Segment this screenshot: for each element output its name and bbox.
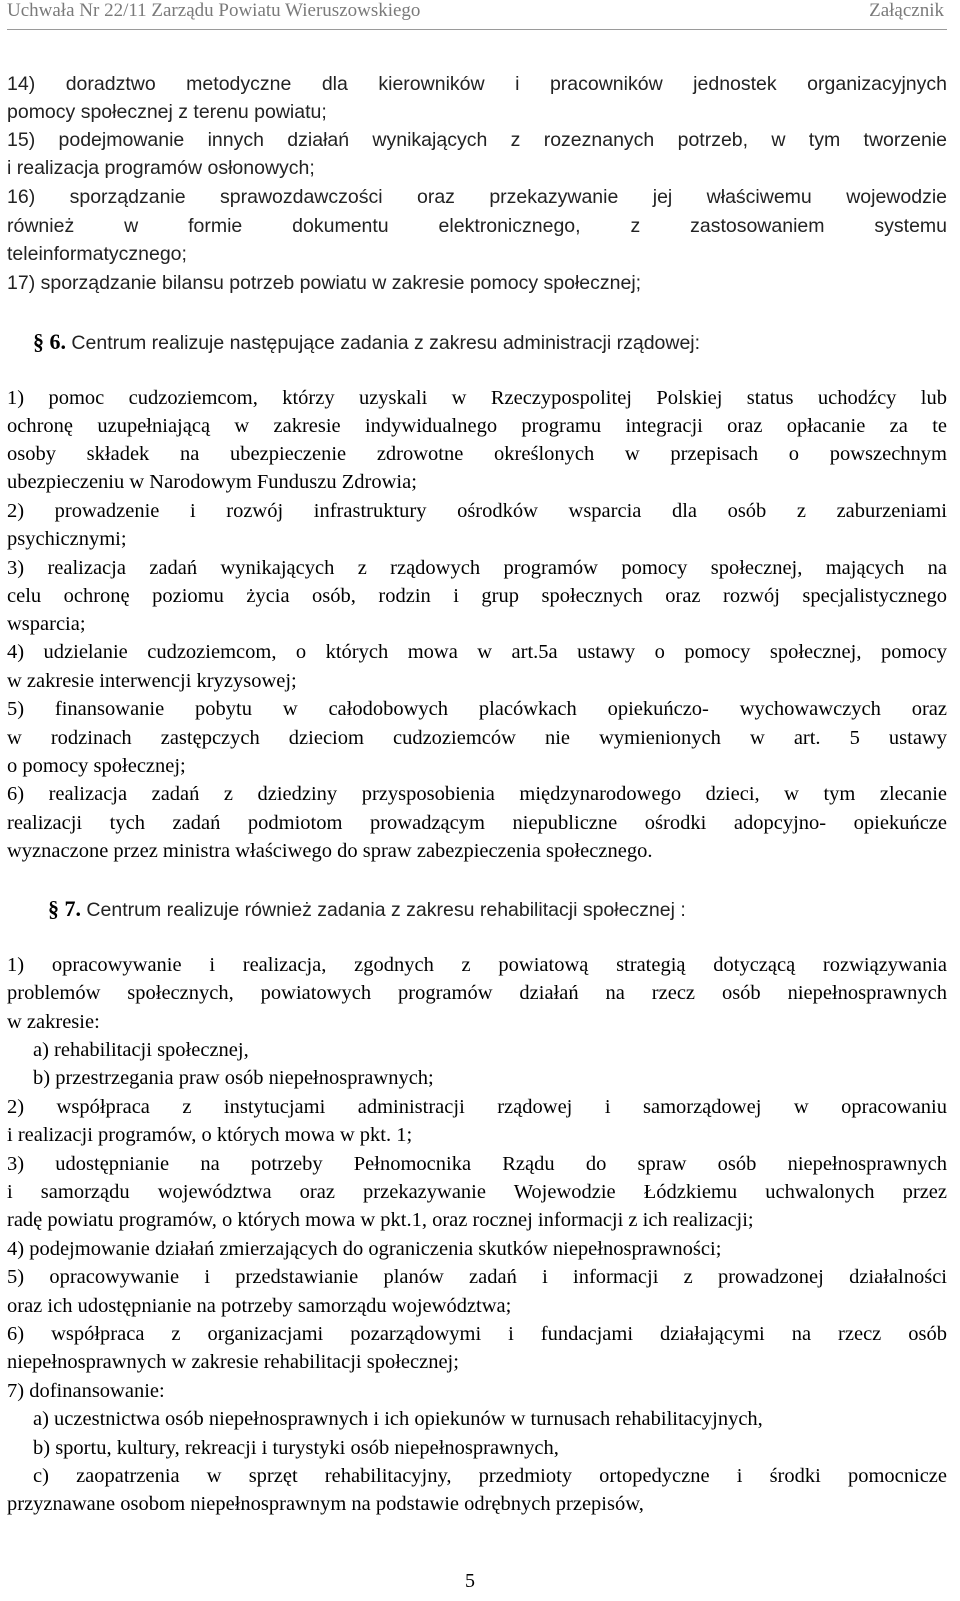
text-line: 6) współpraca z organizacjami pozarządowymi i fundacjami działającymi na rzecz osób: [7, 1323, 947, 1345]
text-line: 5) finansowanie pobytu w całodobowych placówkach opiekuńczo- wychowawczych oraz: [7, 698, 947, 720]
text-line: niepełnosprawnych w zakresie rehabilitacji społecznej;: [7, 1351, 459, 1373]
text-line: wsparcia;: [7, 613, 86, 635]
text-line: 7) dofinansowanie:: [7, 1380, 165, 1402]
text-line: 1) opracowywanie i realizacja, zgodnych z powiatową strategią dotyczącą rozwiązywania: [7, 954, 947, 976]
text-line: w zakresie interwencji kryzysowej;: [7, 670, 297, 692]
text-line: psychicznymi;: [7, 528, 127, 550]
text-line: i realizacji programów, o których mowa w pkt. 1;: [7, 1124, 413, 1146]
text-line: 4) udzielanie cudzoziemcom, o których mowa w art.5a ustawy o pomocy społecznej, pomocy: [7, 641, 947, 663]
text-line: ubezpieczeniu w Narodowym Funduszu Zdrowia;: [7, 471, 417, 493]
section-number: § 7.: [48, 896, 81, 921]
text-line: przyznawane osobom niepełnosprawnym na podstawie odrębnych przepisów,: [7, 1493, 644, 1515]
header-document-title: Uchwała Nr 22/11 Zarządu Powiatu Wieruszowskiego: [7, 0, 421, 21]
text-line: 15) podejmowanie innych działań wynikających z rozeznanych potrzeb, w tym tworzenie: [7, 129, 947, 151]
text-line: a) uczestnictwa osób niepełnosprawnych i ich opiekunów w turnusach rehabilitacyjnych,: [33, 1408, 763, 1430]
header-divider: [7, 29, 947, 30]
text-line: realizacji tych zadań podmiotom prowadzącym niepubliczne ośrodki adopcyjno- opiekuńcze: [7, 812, 947, 834]
text-line: teleinformatycznego;: [7, 243, 187, 265]
text-line: 5) opracowywanie i przedstawianie planów zadań i informacji z prowadzonej działalności: [7, 1266, 947, 1288]
text-line: w zakresie:: [7, 1011, 100, 1033]
section-heading-6: [33, 328, 947, 357]
text-line: b) sportu, kultury, rekreacji i turystyki osób niepełnosprawnych,: [33, 1437, 559, 1459]
text-line: problemów społecznych, powiatowych programów działań na rzecz osób niepełnosprawnych: [7, 982, 947, 1004]
text-line: radę powiatu programów, o których mowa w pkt.1, oraz rocznej informacji z ich realizacji;: [7, 1209, 754, 1231]
text-line: 3) realizacja zadań wynikających z rządowych programów pomocy społecznej, mających na: [7, 557, 947, 579]
text-line: 4) podejmowanie działań zmierzających do ograniczenia skutków niepełnosprawności;: [7, 1238, 722, 1260]
text-line: 2) prowadzenie i rozwój infrastruktury ośrodków wsparcia dla osób z zaburzeniami: [7, 500, 947, 522]
text-line: 14) doradztwo metodyczne dla kierowników i pracowników jednostek organizacyjnych: [7, 73, 947, 95]
text-line: ochronę uzupełniającą w zakresie indywidualnego programu integracji oraz opłacanie za te: [7, 415, 947, 437]
text-line: 1) pomoc cudzoziemcom, którzy uzyskali w Rzeczypospolitej Polskiej status uchodźcy lub: [7, 387, 947, 409]
text-line: 2) współpraca z instytucjami administracji rządowej i samorządowej w opracowaniu: [7, 1096, 947, 1118]
text-line: i realizacja programów osłonowych;: [7, 157, 315, 179]
section-title: Centrum realizuje również zadania z zakresu rehabilitacji społecznej :: [86, 899, 686, 921]
section-number: § 6.: [33, 329, 66, 354]
page-number: 5: [465, 1570, 475, 1592]
text-line: i samorządu województwa oraz przekazywanie Wojewodzie Łódzkiemu uchwalonych przez: [7, 1181, 947, 1203]
text-line: 6) realizacja zadań z dziedziny przysposobienia międzynarodowego dzieci, w tym zlecanie: [7, 783, 947, 805]
text-line: osoby składek na ubezpieczenie zdrowotne określonych w przepisach o powszechnym: [7, 443, 947, 465]
text-line: pomocy społecznej z terenu powiatu;: [7, 101, 327, 123]
text-line: b) przestrzegania praw osób niepełnosprawnych;: [33, 1067, 434, 1089]
text-line: c) zaopatrzenia w sprzęt rehabilitacyjny, przedmioty ortopedyczne i środki pomocnicze: [33, 1465, 947, 1487]
text-line: również w formie dokumentu elektronicznego, z zastosowaniem systemu: [7, 215, 947, 237]
text-line: 16) sporządzanie sprawozdawczości oraz przekazywanie jej właściwemu wojewodzie: [7, 186, 947, 208]
text-line: celu ochronę poziomu życia osób, rodzin i grup społecznych oraz rozwój specjalistycznego: [7, 585, 947, 607]
text-line: 17) sporządzanie bilansu potrzeb powiatu w zakresie pomocy społecznej;: [7, 272, 642, 294]
text-line: a) rehabilitacji społecznej,: [33, 1039, 249, 1061]
section-title: Centrum realizuje następujące zadania z zakresu administracji rządowej:: [71, 332, 701, 354]
text-line: 3) udostępnianie na potrzeby Pełnomocnika Rządu do spraw osób niepełnosprawnych: [7, 1153, 947, 1175]
text-line: w rodzinach zastępczych dzieciom cudzoziemców nie wymienionych w art. 5 ustawy: [7, 727, 947, 749]
header-attachment-label: Załącznik: [869, 0, 944, 21]
page-header: [0, 0, 960, 30]
section-heading-7: [48, 895, 947, 924]
text-line: oraz ich udostępnianie na potrzeby samorządu województwa;: [7, 1295, 512, 1317]
text-line: o pomocy społecznej;: [7, 755, 186, 777]
text-line: wyznaczone przez ministra właściwego do spraw zabezpieczenia społecznego.: [7, 840, 653, 862]
